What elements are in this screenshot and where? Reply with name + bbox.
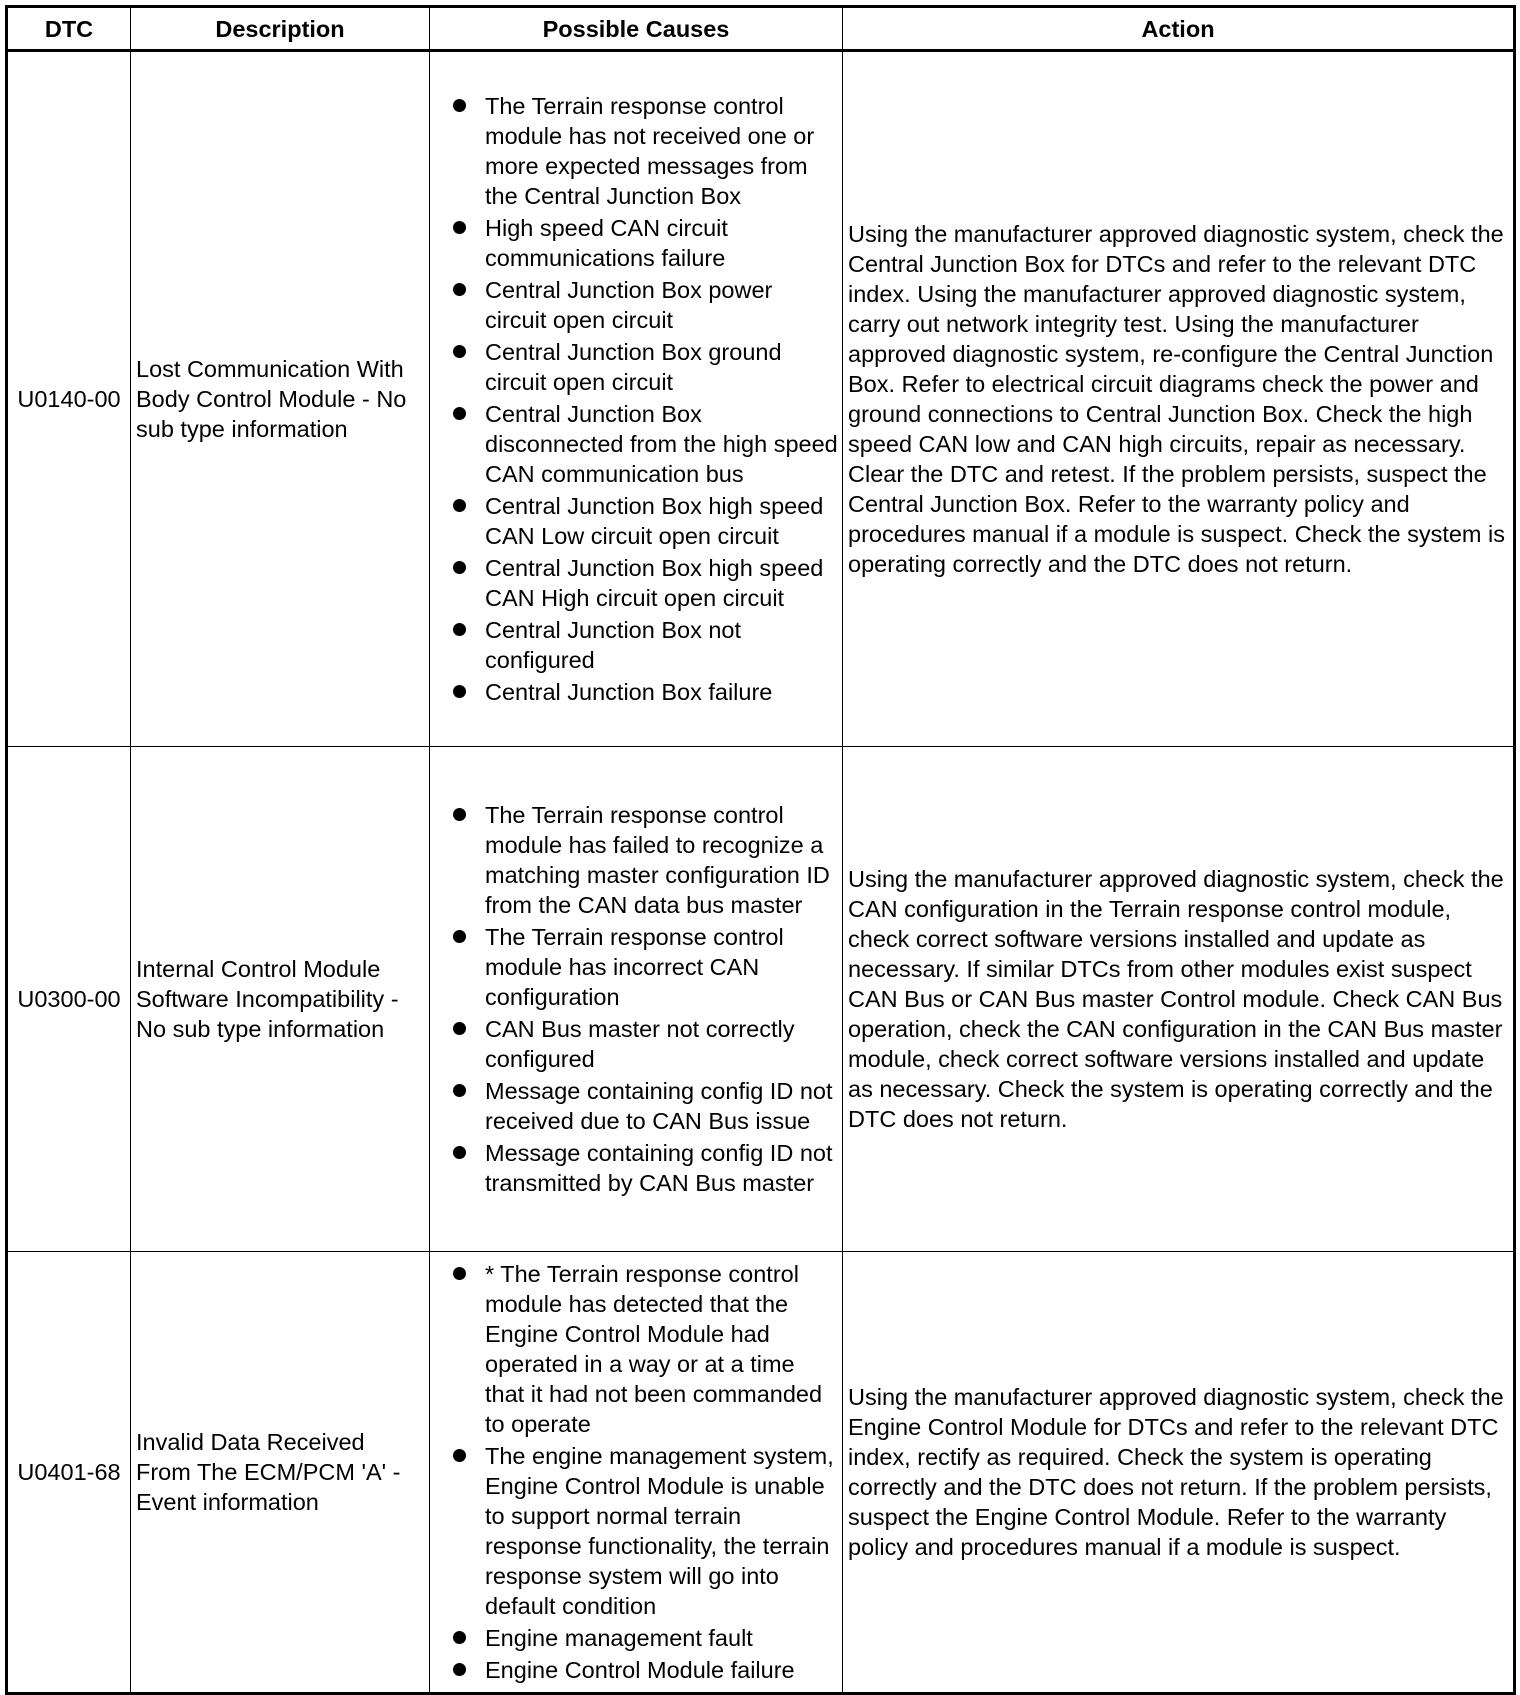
bullet-icon [453,808,466,821]
cause-item: Central Junction Box failure [430,677,838,707]
bullet-icon [453,1449,466,1462]
dtc-code: U0300-00 [7,747,131,1252]
bullet-icon [453,561,466,574]
bullet-icon [453,1022,466,1035]
header-description: Description [131,7,430,51]
table-row [7,1252,1515,1694]
header-possible-causes: Possible Causes [430,7,843,51]
dtc-document [5,5,1513,1695]
cause-item: The Terrain response control module has failed to recognize a matching master configuration ID from the CAN data bus master [430,800,838,920]
cause-item: Message containing config ID not transmitted by CAN Bus master [430,1138,838,1198]
bullet-icon [453,221,466,234]
causes-list [430,1259,838,1685]
dtc-table [5,5,1516,1695]
bullet-icon [453,499,466,512]
possible-causes-cell [430,1252,843,1694]
action-text: Using the manufacturer approved diagnostic system, check the Central Junction Box for DTCs and refer to the relevant DTC index. Using the manufacturer approved diagnostic system, carry out network integrity test. Using the manufacturer approved diagnostic system, re-configure the Central Junction Box. Refer to electrical circuit diagrams check the power and ground connections to Central Junction Box. Check the high speed CAN low and CAN high circuits, repair as necessary. Clear the DTC and retest. If the problem persists, suspect the Central Junction Box. Refer to the warranty policy and procedures manual if a module is suspect. Check the system is operating correctly and the DTC does not return. [843,51,1515,747]
bullet-icon [453,930,466,943]
table-row [7,51,1515,747]
cause-item: The Terrain response control module has not received one or more expected messages from the Central Junction Box [430,91,838,211]
table-row [7,747,1515,1252]
bullet-icon [453,283,466,296]
table-header-row [7,7,1515,51]
cause-item: Central Junction Box high speed CAN Low circuit open circuit [430,491,838,551]
header-action: Action [843,7,1515,51]
cause-item: Central Junction Box not configured [430,615,838,675]
cause-item: The engine management system, Engine Control Module is unable to support normal terrain response functionality, the terrain response system will go into default condition [430,1441,838,1621]
dtc-description: Internal Control Module Software Incompatibility - No sub type information [131,747,430,1252]
action-text: Using the manufacturer approved diagnostic system, check the CAN configuration in the Terrain response control module, check correct software versions installed and update as necessary. If similar DTCs from other modules exist suspect CAN Bus or CAN Bus master Control module. Check CAN Bus operation, check the CAN configuration in the CAN Bus master module, check correct software versions installed and update as necessary. Check the system is operating correctly and the DTC does not return. [843,747,1515,1252]
bullet-icon [453,623,466,636]
possible-causes-cell [430,747,843,1252]
cause-item: Central Junction Box high speed CAN High circuit open circuit [430,553,838,613]
cause-item: Engine Control Module failure [430,1655,838,1685]
bullet-icon [453,99,466,112]
cause-item: Central Junction Box disconnected from the high speed CAN communication bus [430,399,838,489]
dtc-code: U0140-00 [7,51,131,747]
bullet-icon [453,1631,466,1644]
bullet-icon [453,345,466,358]
bullet-icon [453,407,466,420]
cause-item: The Terrain response control module has incorrect CAN configuration [430,922,838,1012]
dtc-description: Lost Communication With Body Control Module - No sub type information [131,51,430,747]
cause-item: Engine management fault [430,1623,838,1653]
cause-item: Central Junction Box ground circuit open circuit [430,337,838,397]
bullet-icon [453,1146,466,1159]
dtc-code: U0401-68 [7,1252,131,1694]
possible-causes-cell [430,51,843,747]
bullet-icon [453,1663,466,1676]
bullet-icon [453,685,466,698]
cause-item: Message containing config ID not received due to CAN Bus issue [430,1076,838,1136]
bullet-icon [453,1084,466,1097]
cause-item: * The Terrain response control module has detected that the Engine Control Module had operated in a way or at a time that it had not been commanded to operate [430,1259,838,1439]
action-text: Using the manufacturer approved diagnostic system, check the Engine Control Module for DTCs and refer to the relevant DTC index, rectify as required. Check the system is operating correctly and the DTC does not return. If the problem persists, suspect the Engine Control Module. Refer to the warranty policy and procedures manual if a module is suspect. [843,1252,1515,1694]
cause-item: CAN Bus master not correctly configured [430,1014,838,1074]
cause-item: Central Junction Box power circuit open circuit [430,275,838,335]
cause-item: High speed CAN circuit communications failure [430,213,838,273]
dtc-description: Invalid Data Received From The ECM/PCM 'A' - Event information [131,1252,430,1694]
header-dtc: DTC [7,7,131,51]
causes-list [430,91,838,707]
causes-list [430,800,838,1198]
bullet-icon [453,1267,466,1280]
